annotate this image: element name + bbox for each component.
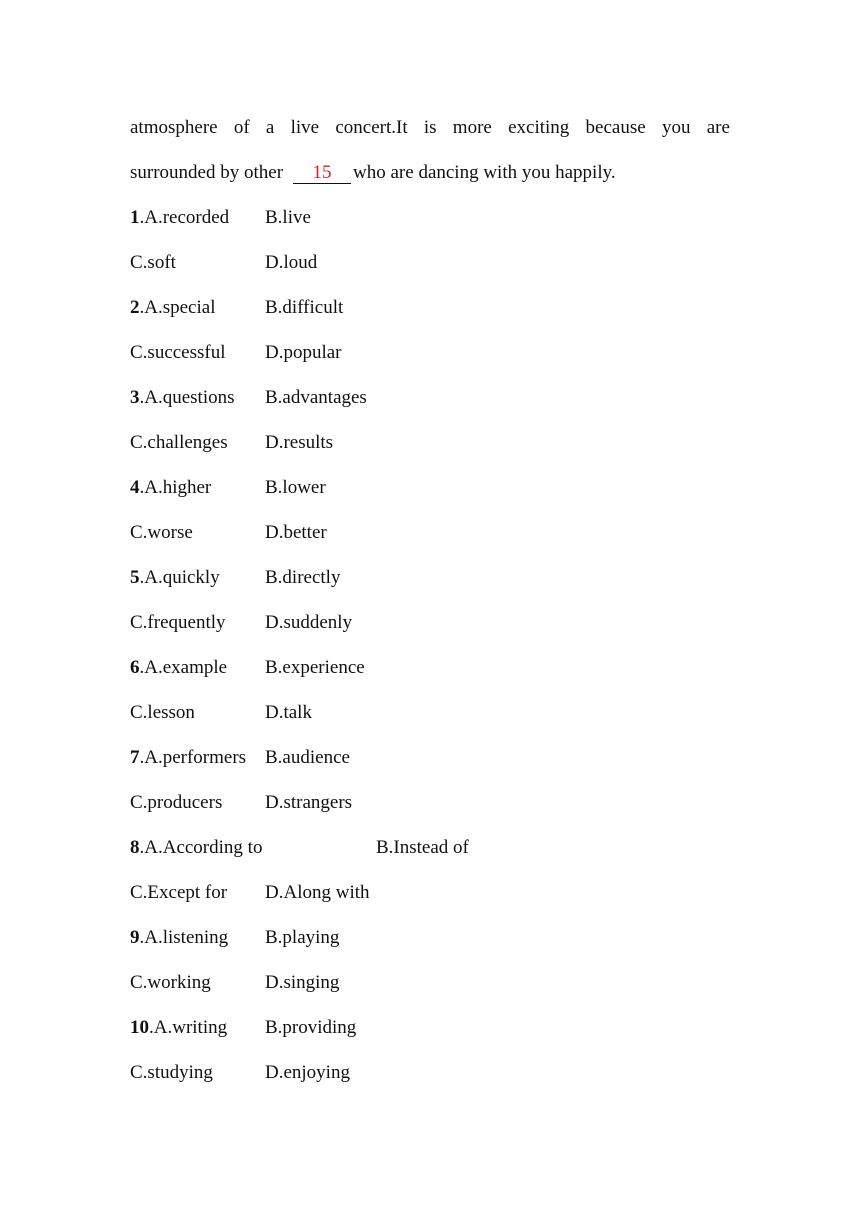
question-1-row-cd <box>130 251 730 275</box>
question-10-row-cd <box>130 1061 730 1085</box>
passage-text-before-blank: surrounded by other <box>130 162 284 183</box>
question-5-row-cd <box>130 611 730 635</box>
question-number: 3 <box>130 387 140 408</box>
option-b: B.Instead of <box>376 837 469 858</box>
passage-line-1 <box>130 116 730 140</box>
option-d: D.enjoying <box>265 1062 350 1083</box>
option-c: C.soft <box>130 252 176 273</box>
question-8-row-ab <box>130 836 730 860</box>
passage-word: because <box>585 117 646 138</box>
passage-text-after-blank: who are dancing with you happily. <box>353 162 616 183</box>
option-b: B.live <box>265 207 311 228</box>
question-4-row-cd <box>130 521 730 545</box>
option-a-text: .A.performers <box>139 747 247 768</box>
question-8-row-cd <box>130 881 730 905</box>
option-a <box>130 566 220 590</box>
question-number: 2 <box>130 297 140 318</box>
option-c: C.working <box>130 972 211 993</box>
question-9-row-ab <box>130 926 730 950</box>
option-a-text: .A.questions <box>139 387 235 408</box>
option-d: D.singing <box>265 972 340 993</box>
question-6-row-cd <box>130 701 730 725</box>
question-number: 10 <box>130 1017 149 1038</box>
option-a <box>130 476 211 500</box>
option-a-text: .A.writing <box>149 1017 228 1038</box>
passage-word: more <box>452 117 492 138</box>
option-a-text: .A.example <box>139 657 228 678</box>
option-a <box>130 746 246 770</box>
option-b: B.difficult <box>265 297 344 318</box>
option-b: B.providing <box>265 1017 357 1038</box>
option-a <box>130 296 215 320</box>
passage-word: atmosphere <box>130 117 218 138</box>
option-d: D.Along with <box>265 882 370 903</box>
question-number: 8 <box>130 837 140 858</box>
passage-word: a <box>265 117 275 138</box>
passage-word: concert.It <box>335 117 408 138</box>
option-c: C.studying <box>130 1062 213 1083</box>
passage-word: you <box>661 117 691 138</box>
option-d: D.loud <box>265 252 318 273</box>
option-c: C.lesson <box>130 702 195 723</box>
option-c: C.challenges <box>130 432 228 453</box>
passage-line-2 <box>130 161 616 185</box>
option-a <box>130 656 227 680</box>
question-number: 9 <box>130 927 140 948</box>
option-a-text: .A.higher <box>139 477 212 498</box>
option-a <box>130 926 228 950</box>
option-a <box>130 1016 227 1040</box>
option-b: B.experience <box>265 657 365 678</box>
question-9-row-cd <box>130 971 730 995</box>
passage-word: exciting <box>508 117 570 138</box>
option-d: D.suddenly <box>265 612 353 633</box>
option-b: B.lower <box>265 477 326 498</box>
question-number: 4 <box>130 477 140 498</box>
question-3-row-ab <box>130 386 730 410</box>
passage-word: is <box>423 117 437 138</box>
option-b: B.advantages <box>265 387 367 408</box>
option-d: D.better <box>265 522 327 543</box>
question-4-row-ab <box>130 476 730 500</box>
option-a-text: .A.recorded <box>139 207 230 228</box>
option-a <box>130 206 229 230</box>
option-b: B.directly <box>265 567 341 588</box>
question-number: 6 <box>130 657 140 678</box>
question-6-row-ab <box>130 656 730 680</box>
question-number: 5 <box>130 567 140 588</box>
passage-word: are <box>706 117 730 138</box>
option-a <box>130 836 262 860</box>
option-c: C.frequently <box>130 612 226 633</box>
option-b: B.audience <box>265 747 350 768</box>
option-a-text: .A.listening <box>139 927 229 948</box>
question-7-row-cd <box>130 791 730 815</box>
passage-word: live <box>290 117 320 138</box>
option-a-text: .A.quickly <box>139 567 220 588</box>
option-c: C.successful <box>130 342 226 363</box>
passage-word: of <box>233 117 250 138</box>
question-2-row-cd <box>130 341 730 365</box>
option-c: C.producers <box>130 792 223 813</box>
question-2-row-ab <box>130 296 730 320</box>
option-d: D.strangers <box>265 792 353 813</box>
question-3-row-cd <box>130 431 730 455</box>
option-b: B.playing <box>265 927 340 948</box>
option-a-text: .A.special <box>139 297 216 318</box>
question-1-row-ab <box>130 206 730 230</box>
blank-15: 15 <box>293 163 351 184</box>
option-d: D.popular <box>265 342 342 363</box>
question-number: 1 <box>130 207 140 228</box>
option-c: C.worse <box>130 522 193 543</box>
option-d: D.talk <box>265 702 312 723</box>
option-c: C.Except for <box>130 882 228 903</box>
option-a-text: .A.According to <box>139 837 263 858</box>
question-7-row-ab <box>130 746 730 770</box>
option-d: D.results <box>265 432 334 453</box>
question-number: 7 <box>130 747 140 768</box>
option-a <box>130 386 235 410</box>
question-5-row-ab <box>130 566 730 590</box>
question-10-row-ab <box>130 1016 730 1040</box>
